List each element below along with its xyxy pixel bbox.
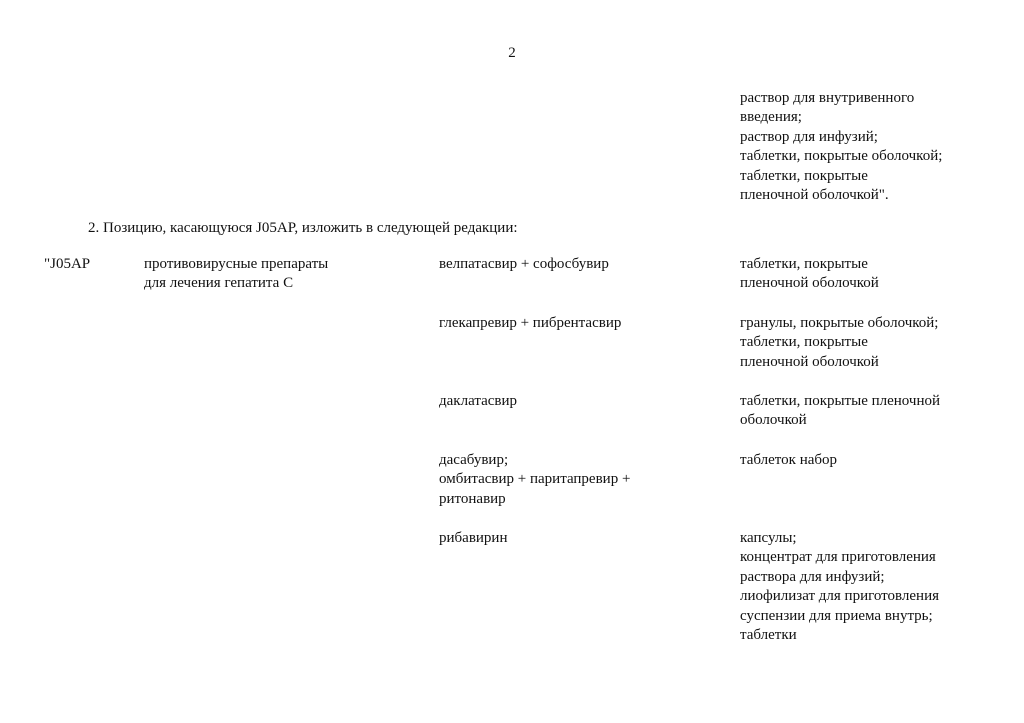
drug-name-cell <box>439 392 517 411</box>
amendment-instruction: 2. Позицию, касающуюся J05AP, изложить в следующей редакции: <box>88 220 518 236</box>
table-row <box>0 392 1024 431</box>
cell-line: дасабувир; <box>439 451 509 468</box>
table-row <box>0 255 1024 294</box>
cell-line: капсулы; <box>740 530 797 547</box>
cell-line: ритонавир <box>439 490 506 507</box>
cell-line: таблеток набор <box>740 451 838 468</box>
cell-line: "J05AP <box>44 256 91 272</box>
cell-line: даклатасвир <box>439 393 517 410</box>
continuation-line: таблетки, покрытые <box>740 167 868 184</box>
cell-line: таблетки <box>740 627 797 644</box>
drug-name-cell <box>439 255 609 274</box>
cell-line: таблетки, покрытые <box>740 256 868 272</box>
pharmacological-group-cell <box>144 255 328 294</box>
drug-table <box>0 255 1024 646</box>
drug-name-cell <box>439 451 630 509</box>
cell-line: концентрат для приготовления <box>740 549 936 566</box>
continuation-line: раствор для инфузий; <box>740 128 878 145</box>
cell-line: омбитасвир + паритапревир + <box>439 471 631 488</box>
dosage-form-cell <box>740 529 939 645</box>
cell-line: лиофилизат для приготовления <box>740 588 940 605</box>
continuation-line: введения; <box>740 109 802 126</box>
drug-name-cell <box>439 529 507 548</box>
dosage-form-cell <box>740 451 837 470</box>
continuation-dosage-forms <box>740 89 1010 205</box>
cell-line: пленочной оболочкой <box>740 353 879 370</box>
table-row <box>0 314 1024 372</box>
cell-line: пленочной оболочкой <box>740 275 879 292</box>
continuation-line: пленочной оболочкой". <box>740 187 889 204</box>
drug-name-cell <box>439 314 621 333</box>
table-row <box>0 451 1024 509</box>
cell-line: суспензии для приема внутрь; <box>740 607 933 624</box>
cell-line: раствора для инфузий; <box>740 568 885 585</box>
dosage-form-cell <box>740 314 938 372</box>
page-number: 2 <box>508 45 516 61</box>
cell-line: гранулы, покрытые оболочкой; <box>740 314 939 331</box>
cell-line: оболочкой <box>740 412 807 429</box>
dosage-form-cell <box>740 255 879 294</box>
cell-line: противовирусные препараты <box>144 256 329 272</box>
table-row <box>0 529 1024 645</box>
cell-line: велпатасвир + софосбувир <box>439 256 609 272</box>
cell-line: таблетки, покрытые пленочной <box>740 393 941 410</box>
cell-line: глекапревир + пибрентасвир <box>439 314 622 331</box>
cell-line: таблетки, покрытые <box>740 334 868 351</box>
cell-line: для лечения гепатита C <box>144 275 294 292</box>
atc-code-cell <box>44 255 90 274</box>
continuation-line: таблетки, покрытые оболочкой; <box>740 148 943 165</box>
continuation-line: раствор для внутривенного <box>740 90 915 106</box>
cell-line: рибавирин <box>439 530 508 547</box>
dosage-form-cell <box>740 392 940 431</box>
